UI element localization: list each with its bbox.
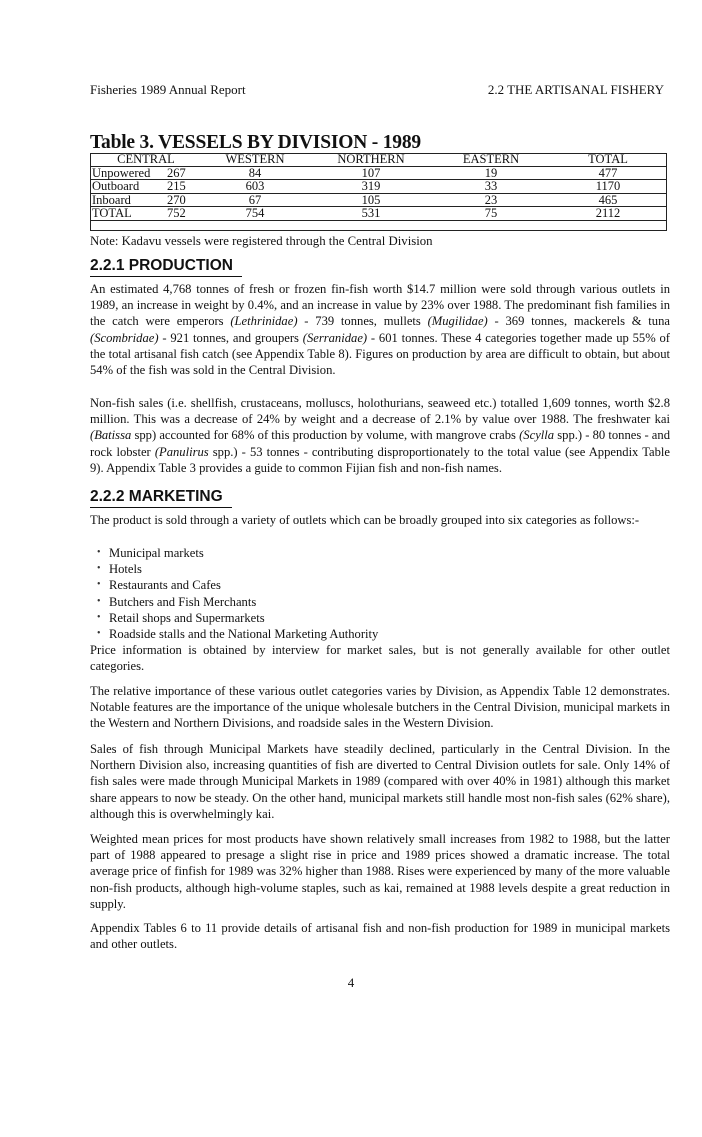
table-cell: 267 (163, 166, 201, 180)
column-header-northern: NORTHERN (309, 153, 433, 166)
column-header-western: WESTERN (201, 153, 309, 166)
list-item: • Municipal markets (97, 545, 657, 561)
scientific-name: (Panulirus (154, 444, 209, 459)
heading-underline (90, 276, 242, 278)
table-cell: 319 (309, 180, 433, 194)
weighted-prices-paragraph: Weighted mean prices for most products have shown relatively small increases from 1982 to 1988, but the latter part of 1988 appeared to presage a slight rise in price and 1989 prices showed a dramatic increase. The total average price of finfish for 1989 was 32% higher than 1988. Rises were experienced by many of the more valuable non-fish products, although high-volume staples, such as kai, remained at 1988 levels despite a great reduction in supply. (90, 832, 670, 911)
scientific-name: (Scombridae) (90, 330, 159, 345)
table-cell: 752 (163, 207, 201, 221)
table-cell: 531 (309, 207, 433, 221)
text-run: spp.) - 80 tonnes - and rock lobster (90, 428, 670, 459)
table-cell: 603 (201, 180, 309, 194)
vessels-table (91, 153, 667, 221)
table-title: Table 3. VESSELS BY DIVISION - 1989 (90, 132, 421, 153)
row-label: Unpowered (91, 166, 163, 180)
production-paragraph-2 (90, 395, 670, 476)
table-cell: 23 (433, 193, 549, 207)
scientific-name: (Batissa (90, 428, 132, 443)
scientific-name: (Mugilidae) (427, 314, 488, 329)
text-run: spp.) - 53 tonnes - contributing disproportionately to the total value (see Appendix Table 9). Appendix Table 3 provides a guide to common Fijian fish and non-fish names. (90, 444, 670, 475)
price-paragraph: Price information is obtained by interview for market sales, but is not generally available for other outlet categories. (90, 643, 670, 674)
table-cell: 19 (433, 166, 549, 180)
appendix-paragraph: Appendix Tables 6 to 11 provide details of artisanal fish and non-fish production for 1989 in municipal markets and other outlets. (90, 921, 670, 952)
row-label: Outboard (91, 180, 163, 194)
header-report-title: Fisheries 1989 Annual Report (90, 82, 246, 97)
production-heading (90, 257, 233, 275)
heading-underline (90, 507, 232, 509)
table-cell: 270 (163, 193, 201, 207)
table-cell: 105 (309, 193, 433, 207)
row-label: Inboard (91, 193, 163, 207)
relative-importance-paragraph: The relative importance of these various outlet categories varies by Division, as Appendix Table 12 demonstrates. Notable features are the importance of the unique wholesale butchers in the Central Division, municipal markets in the Western and Northern Divisions, and roadside sales in the Western Division. (90, 684, 670, 731)
text-run: - 601 tonnes. These 4 categories together made up 55% of the total artisanal fish catch (see Appendix Table 8). Figures on production by area are difficult to obtain, but about 54% of the fish was sold in the Central Division. (90, 330, 670, 378)
text-run: - 369 tonnes, mackerels & tuna (487, 314, 670, 329)
table-cell: 33 (433, 180, 549, 194)
text-run: - 739 tonnes, mullets (297, 314, 428, 329)
list-item: • Roadside stalls and the National Marketing Authority (97, 626, 657, 642)
table-row (91, 166, 667, 180)
municipal-sales-paragraph: Sales of fish through Municipal Markets have steadily declined, particularly in the Central Division. In the Northern Division also, increasing quantities of fish are diverted to Central Division outlets for sale. Only 14% of fish sales were made through Municipal Markets in 1989 (compared with over 40% in 1981) although this market share appears to now be steady. On the other hand, municipal markets still handle most non-fish sales (62% share), although this is overwhelmingly kai. (90, 742, 670, 821)
scientific-name: (Lethrinidae) (230, 314, 298, 329)
table-cell: 1170 (549, 180, 667, 194)
table-cell: 67 (201, 193, 309, 207)
table-row (91, 180, 667, 194)
marketing-intro: The product is sold through a variety of outlets which can be broadly grouped into six categories as follows:- (90, 513, 640, 527)
table-header-row (91, 153, 667, 166)
table-cell: 84 (201, 166, 309, 180)
table-cell: 465 (549, 193, 667, 207)
table-cell: 215 (163, 180, 201, 194)
table-note: Note: Kadavu vessels were registered through the Central Division (90, 234, 433, 248)
page-number: 4 (347, 975, 355, 990)
text-run: - 921 tonnes, and groupers (158, 330, 303, 345)
list-item: • Restaurants and Cafes (97, 577, 657, 593)
production-heading-text: 2.2.1 PRODUCTION (90, 257, 233, 274)
column-header-total: TOTAL (549, 153, 667, 166)
text-run: spp) accounted for 68% of this production by volume, with mangrove crabs (131, 428, 520, 443)
column-header-eastern: EASTERN (433, 153, 549, 166)
table-cell: 754 (201, 207, 309, 221)
list-item: • Retail shops and Supermarkets (97, 610, 657, 626)
list-item: • Hotels (97, 561, 657, 577)
scientific-name: (Scylla (519, 428, 555, 443)
text-run: An estimated 4,768 tonnes of fresh or frozen fin-fish worth $14.7 million were sold through various outlets in 1989, an increase in weight by 0.4%, and an increase in value by 23% over 1988. The predominant fish families in the catch were emperors (90, 282, 670, 329)
header-section-title: 2.2 THE ARTISANAL FISHERY (487, 82, 664, 97)
production-paragraph-1 (90, 281, 670, 378)
table-total-row (91, 207, 667, 221)
outlet-list (97, 545, 657, 642)
table-cell: 107 (309, 166, 433, 180)
running-header (90, 82, 664, 100)
text-run: Non-fish sales (i.e. shellfish, crustaceans, molluscs, holothurians, seaweed etc.) totalled 1,609 tonnes, worth $2.8 million. This was a decrease of 24% by weight and a decrease of 2.1% by value over 1988. The freshwater kai (90, 396, 670, 427)
marketing-heading (90, 488, 223, 506)
table-cell: 75 (433, 207, 549, 221)
column-header-central: CENTRAL (91, 153, 201, 166)
row-label: TOTAL (91, 207, 163, 221)
scientific-name: (Serranidae) (302, 330, 368, 345)
table-cell: 477 (549, 166, 667, 180)
table-row (91, 193, 667, 207)
list-item: • Butchers and Fish Merchants (97, 594, 657, 610)
marketing-heading-text: 2.2.2 MARKETING (90, 488, 223, 505)
table-cell: 2112 (549, 207, 667, 221)
